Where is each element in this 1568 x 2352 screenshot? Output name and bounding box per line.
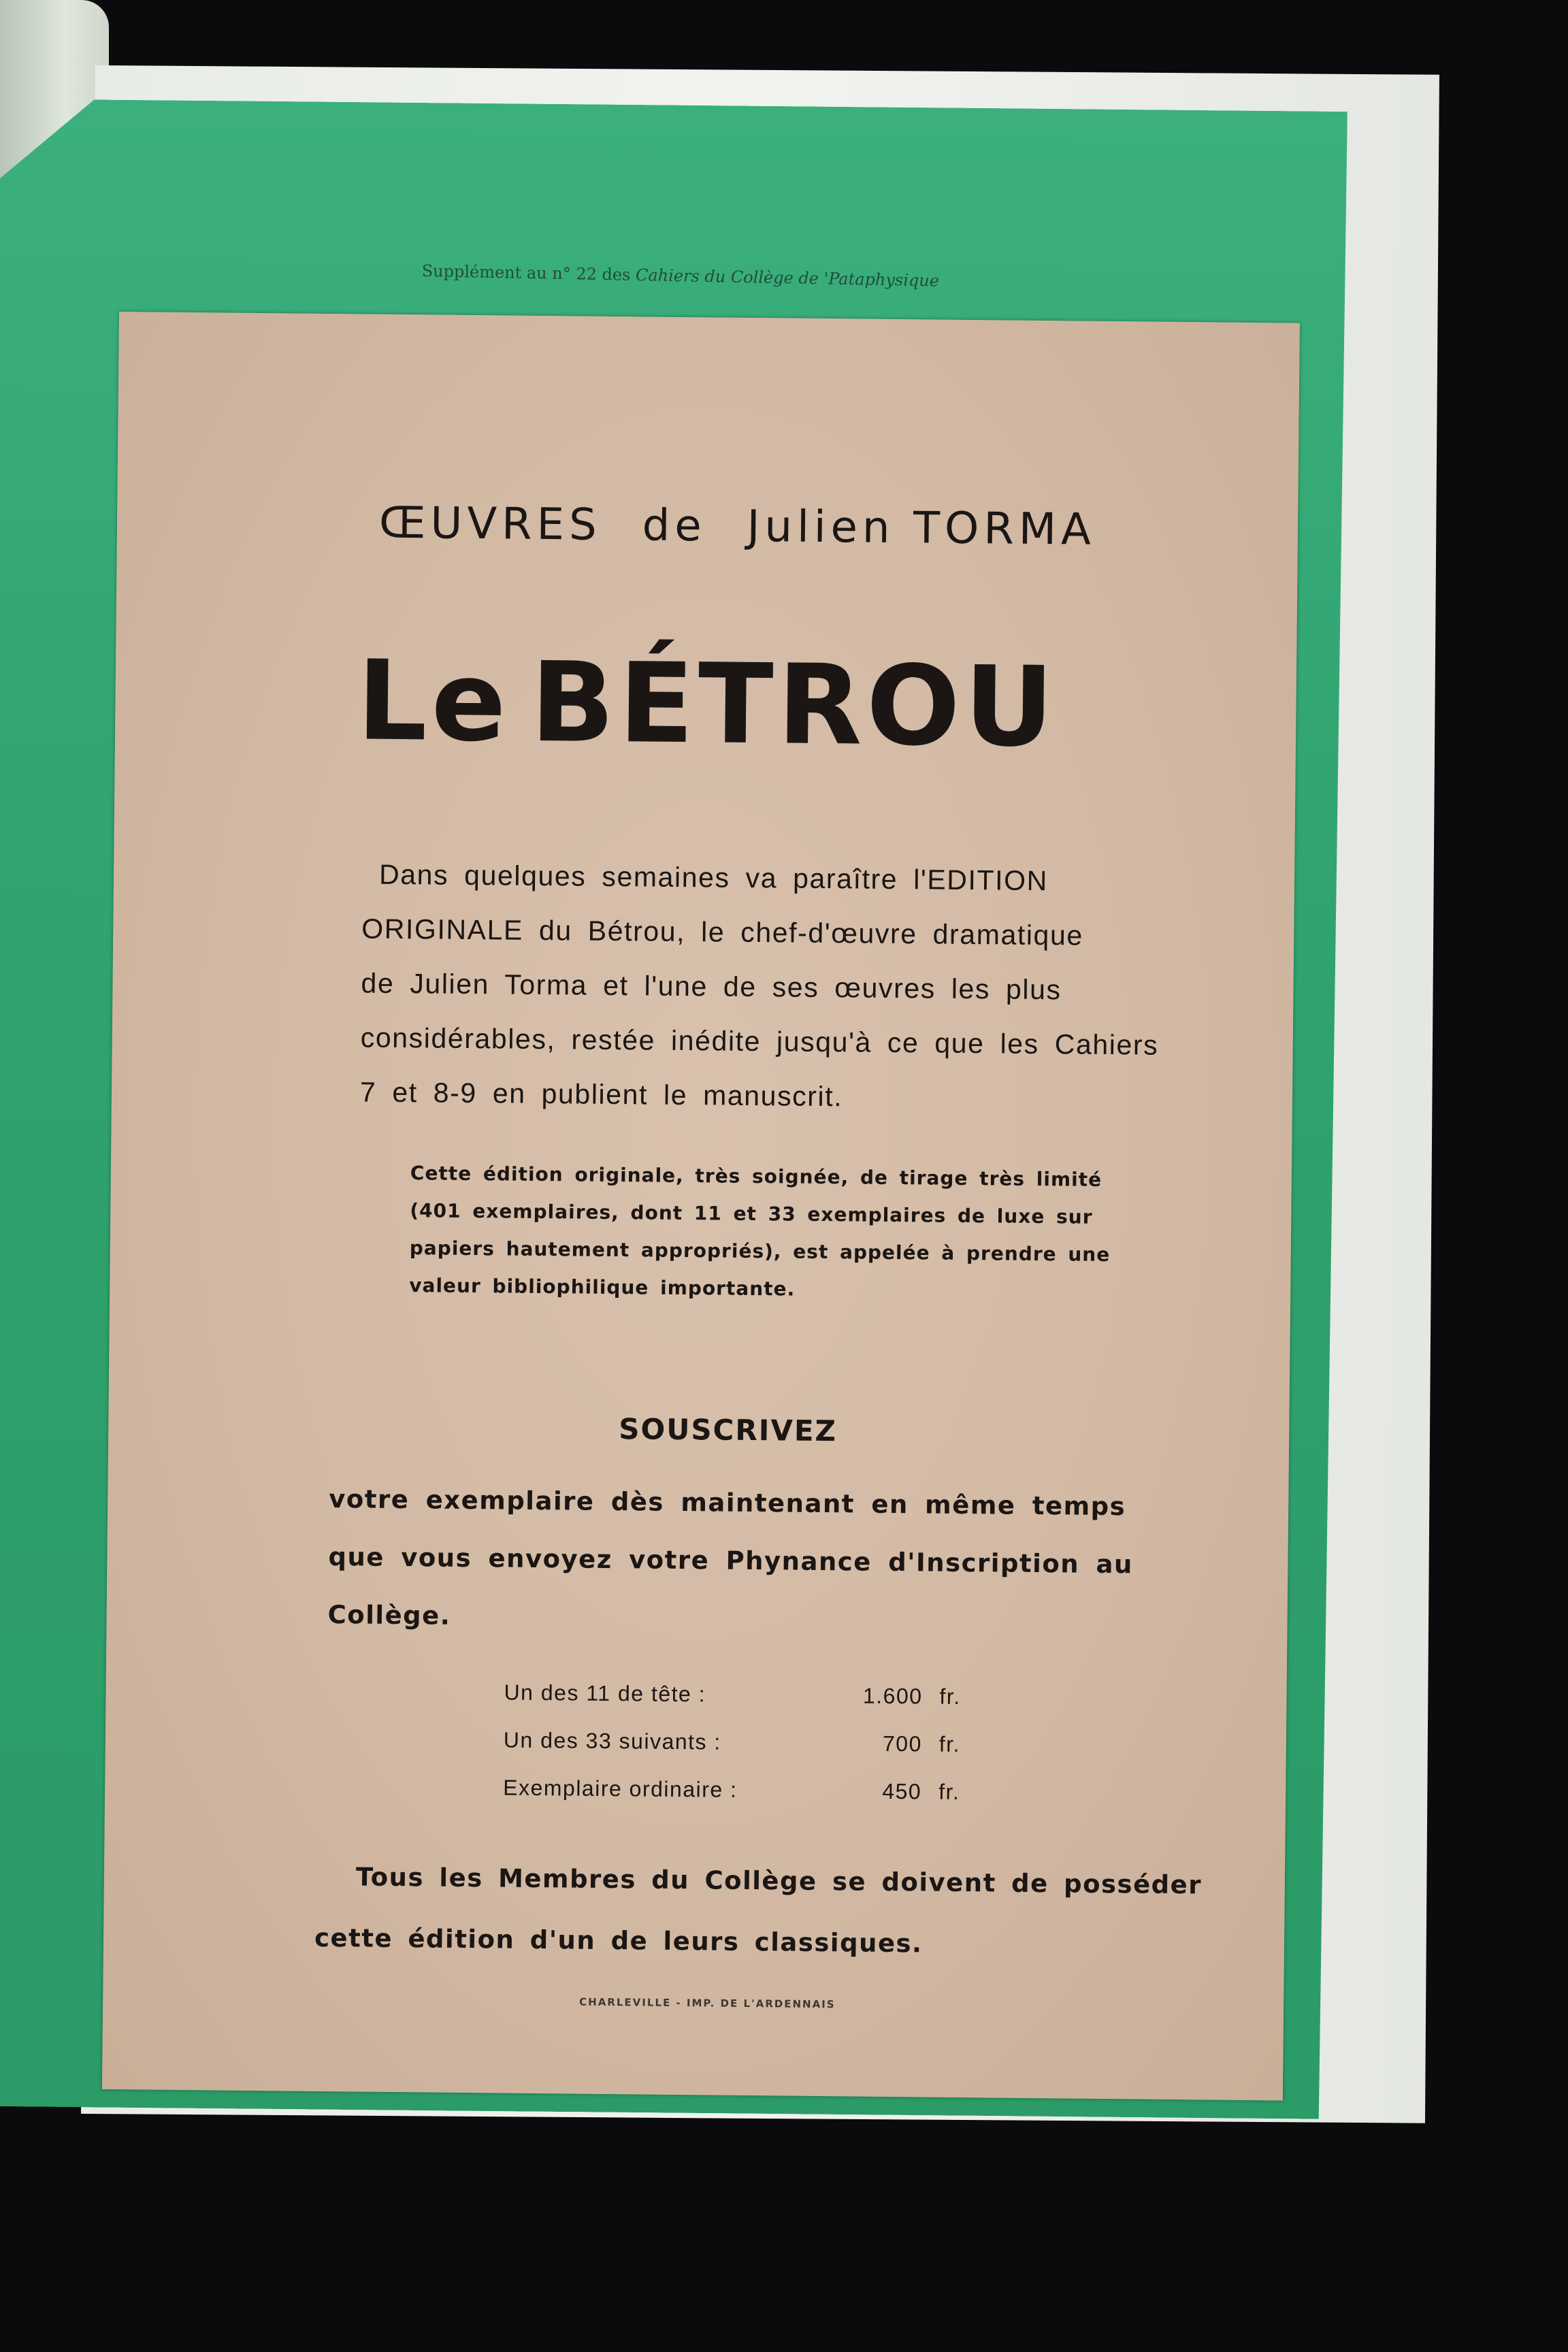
supplement-journal: Cahiers du Collège de 'Pataphysique (635, 265, 940, 291)
price-unit: fr. (938, 1779, 960, 1804)
intro-line: ORIGINALE du Bétrou, le chef-d'œuvre dramatique (361, 913, 1083, 951)
subscribe-line: votre exemplaire dès maintenant en même temps (329, 1484, 1126, 1522)
title-article: Le (356, 637, 511, 767)
edition-line: papiers hautement appropriés), est appelée à prendre une (409, 1237, 1111, 1267)
subscribe-line: que vous envoyez votre Phynance d'Inscription au (328, 1542, 1133, 1580)
intro-line: Dans quelques semaines va paraître l'EDITION (378, 858, 1049, 897)
subscribe-heading: SOUSCRIVEZ (619, 1412, 838, 1448)
printer-imprint: CHARLEVILLE - IMP. DE L'ARDENNAIS (579, 1995, 836, 2011)
intro-line: considérables, restée inédite jusqu'à ce que les Cahiers (360, 1022, 1159, 1061)
edition-line: (401 exemplaires, dont 11 et 33 exemplaires de luxe sur (410, 1199, 1093, 1228)
closing-line: Tous les Membres du Collège se doivent de posséder (355, 1862, 1203, 1900)
intro-line: 7 et 8-9 en publient le manuscrit. (359, 1076, 843, 1113)
price-label: Un des 33 suivants : (503, 1727, 721, 1754)
closing-line: cette édition d'un de leurs classiques. (314, 1923, 923, 1959)
intro-line: de Julien Torma et l'une de ses œuvres les plus (361, 967, 1062, 1006)
works-word: ŒUVRES (378, 497, 602, 551)
title-name: BÉTROU (529, 638, 1059, 772)
works-de: de (642, 500, 706, 552)
supplement-prefix: Supplément au n° 22 des (421, 261, 631, 284)
edition-line: valeur bibliophilique importante. (409, 1274, 796, 1301)
price-label: Un des 11 de tête : (504, 1680, 706, 1707)
price-label: Exemplaire ordinaire : (503, 1775, 738, 1802)
price-unit: fr. (939, 1684, 961, 1709)
subscribe-line: Collège. (327, 1600, 451, 1631)
betrou-flyer (102, 312, 1300, 2101)
price-value: 1.600 (862, 1683, 923, 1709)
works-author: Julien TORMA (747, 501, 1096, 555)
price-unit: fr. (938, 1731, 961, 1757)
page-title (357, 637, 1059, 772)
edition-line: Cette édition originale, très soignée, de tirage très limité (410, 1162, 1102, 1191)
works-heading (379, 498, 1096, 555)
price-value: 700 (882, 1731, 923, 1757)
price-value: 450 (882, 1778, 922, 1804)
